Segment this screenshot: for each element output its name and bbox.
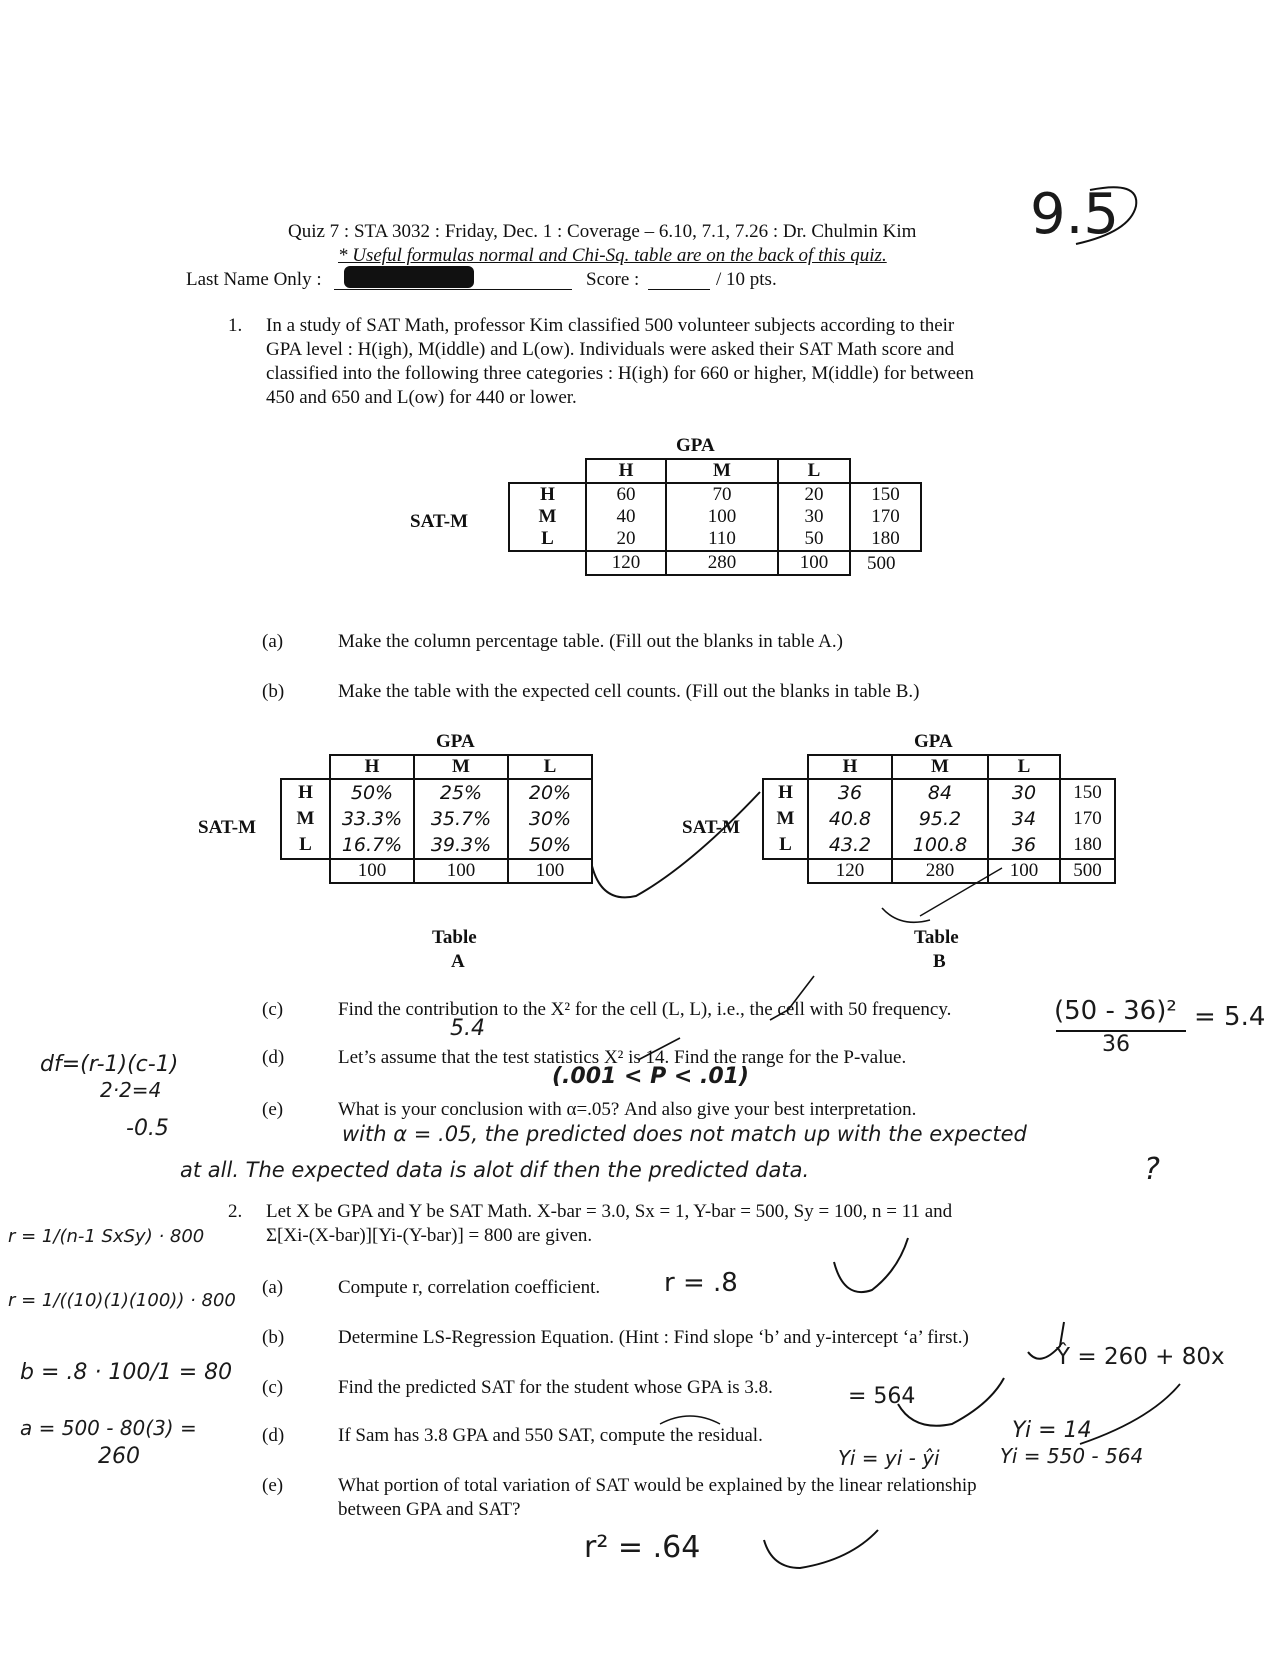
q2d-answer-formula: Yi = yi - ŷi [838,1446,940,1470]
q1a-label: (a) [262,631,284,652]
table-b-row-header: L [763,832,808,859]
main-cell: 60 [586,483,666,506]
q2e-label: (e) [262,1475,284,1496]
q2b-text: Determine LS-Regression Equation. (Hint : Find slope ‘b’ and y-intercept ‘a’ first.) [338,1327,969,1348]
table-b-cell: 40.8 [808,806,892,832]
table-b-col-header: M [892,755,988,779]
q2-work-intercept: a = 500 - 80(3) = [20,1416,197,1440]
table-a-cell: 50% [330,779,414,806]
table-b-col-total: 280 [892,859,988,883]
table-b-col-total: 120 [808,859,892,883]
main-cell: 100 [666,506,778,528]
table-a-caption-letter: A [451,951,465,972]
main-cell: 50 [778,528,850,551]
table-b-grand-total: 500 [1060,859,1115,883]
q2a-label: (a) [262,1277,284,1298]
main-table-col-title: GPA [676,435,715,456]
table-a-cell: 39.3% [414,832,508,859]
q2e-text-line2: between GPA and SAT? [338,1499,521,1520]
q2-line-1: Let X be GPA and Y be SAT Math. X-bar = 3.0, Sx = 1, Y-bar = 500, Sy = 100, n = 11 and [266,1201,953,1222]
q2e-answer: r² = .64 [584,1530,701,1565]
table-b-cell: 43.2 [808,832,892,859]
table-b-cell: 84 [892,779,988,806]
q1c-work-numerator: (50 - 36)² [1054,996,1177,1026]
table-a-row-header: L [281,832,330,859]
q1b-text: Make the table with the expected cell counts. (Fill out the blanks in table B.) [338,681,920,702]
checkmark-table-a [592,792,760,897]
main-row-header: L [509,528,586,551]
main-col-total: 120 [586,551,666,575]
table-a-row-title: SAT-M [198,817,257,838]
main-row-header: H [509,483,586,506]
table-a-cell: 30% [508,806,592,832]
table-b-caption: Table [914,927,959,948]
q2b-label: (b) [262,1327,285,1348]
q1-line-1: In a study of SAT Math, professor Kim classified 500 volunteer subjects according to their [266,315,955,336]
q2e-text-line1: What portion of total variation of SAT would be explained by the linear relationship [338,1475,977,1496]
main-cell: 40 [586,506,666,528]
name-underline [334,289,572,290]
q2-work-r-substitution: r = 1/((10)(1)(100)) · 800 [8,1290,236,1311]
q1b-label: (b) [262,681,285,702]
table-a-cell: 33.3% [330,806,414,832]
grade-handwritten: 9.5 [1030,182,1120,247]
table-a-row-header: H [281,779,330,806]
q1-line-3: classified into the following three categories : H(igh) for 660 or higher, M(iddle) for between [266,363,974,384]
table-a-col-total: 100 [414,859,508,883]
redacted-name [344,266,474,288]
table-a-cell: 35.7% [414,806,508,832]
q2d-answer-calc: Yi = 550 - 564 [1000,1444,1144,1468]
q2c-text: Find the predicted SAT for the student whose GPA is 3.8. [338,1377,773,1398]
table-b-row-total: 170 [1060,806,1115,832]
q1e-answer-line2: at all. The expected data is alot dif then the predicted data. [180,1158,810,1182]
table-a-row-header: M [281,806,330,832]
q2-number: 2. [228,1201,243,1222]
main-col-header: M [666,459,778,483]
table-a-col-title: GPA [436,731,475,752]
table-b-row-header: H [763,779,808,806]
checkmark-q2a [834,1238,908,1292]
q2a-text: Compute r, correlation coefficient. [338,1277,601,1298]
q2d-text: If Sam has 3.8 GPA and 550 SAT, compute the residual. [338,1425,763,1446]
table-a-col-header: L [508,755,592,779]
main-row-header: M [509,506,586,528]
q1e-answer-line1: with α = .05, the predicted does not match up with the expected [342,1122,1027,1146]
q2d-answer-value: Yi = 14 [1012,1418,1092,1443]
q2-line-2: Σ[Xi-(X-bar)][Yi-(Y-bar)] = 800 are given. [266,1225,593,1246]
formula-note: * Useful formulas normal and Chi-Sq. table are on the back of this quiz. [338,245,887,266]
q1c-work-denominator: 36 [1102,1032,1130,1057]
df-work-line1: df=(r-1)(c-1) [40,1052,179,1077]
main-cell: 110 [666,528,778,551]
q2c-label: (c) [262,1377,284,1398]
table-a-col-total: 100 [330,859,414,883]
score-total: / 10 pts. [716,269,777,290]
df-work-line2: 2·2=4 [100,1078,162,1102]
main-cell: 20 [778,483,850,506]
q1e-label: (e) [262,1099,284,1120]
main-row-total: 180 [850,528,921,551]
main-grand-total: 500 [867,552,896,574]
main-row-total: 150 [850,483,921,506]
q2-work-intercept-value: 260 [98,1444,140,1469]
table-a-cell: 50% [508,832,592,859]
q2c-answer: = 564 [848,1384,916,1409]
table-a-col-header: H [330,755,414,779]
main-row-total: 170 [850,506,921,528]
q2a-answer: r = .8 [664,1268,738,1298]
checkmark-table-b [882,908,930,922]
table-b-cell: 95.2 [892,806,988,832]
table-b-cell: 36 [808,779,892,806]
table-b-row-title: SAT-M [682,817,741,838]
checkmark-q2e [764,1530,878,1568]
q1e-deduction: -0.5 [126,1116,169,1141]
table-a-caption: Table [432,927,477,948]
main-col-total: 280 [666,551,778,575]
main-cell: 20 [586,528,666,551]
last-name-label: Last Name Only : [186,269,322,290]
q2b-answer: Ŷ = 260 + 80x [1056,1344,1225,1370]
q1c-text: Find the contribution to the X² for the cell (L, L), i.e., the cell with 50 frequency. [338,999,952,1020]
main-cell: 70 [666,483,778,506]
table-a-cell: 20% [508,779,592,806]
main-table-row-title: SAT-M [410,511,469,532]
main-col-header: L [778,459,850,483]
table-b-col-header: L [988,755,1060,779]
q1c-answer: 5.4 [450,1016,485,1041]
table-b-cell: 100.8 [892,832,988,859]
main-col-total: 100 [778,551,850,575]
table-b-cell: 30 [988,779,1060,806]
table-b-caption-letter: B [933,951,946,972]
table-a-cell: 25% [414,779,508,806]
table-b-cell: 36 [988,832,1060,859]
checkmark-q2d [1080,1384,1180,1444]
quiz-title: Quiz 7 : STA 3032 : Friday, Dec. 1 : Coverage – 6.10, 7.1, 7.26 : Dr. Chulmin Kim [288,221,917,242]
table-b-row-header: M [763,806,808,832]
table-a [280,754,593,884]
q1d-text: Let’s assume that the test statistics X² is 14. Find the range for the P-value. [338,1047,907,1068]
q2d-label: (d) [262,1425,285,1446]
table-b-row-total: 180 [1060,832,1115,859]
main-cell: 30 [778,506,850,528]
hat-mark-q2d [660,1416,720,1424]
q1-line-2: GPA level : H(igh), M(iddle) and L(ow). Individuals were asked their SAT Math score and [266,339,955,360]
main-table [508,458,922,576]
table-b-col-total: 100 [988,859,1060,883]
q1a-text: Make the column percentage table. (Fill out the blanks in table A.) [338,631,843,652]
table-b-col-title: GPA [914,731,953,752]
q1d-answer: (.001 < P < .01) [552,1064,749,1089]
q1c-work-result: = 5.4 [1194,1002,1266,1032]
table-b [762,754,1116,884]
score-label: Score : [586,269,640,290]
q1c-label: (c) [262,999,284,1020]
q2-work-slope: b = .8 · 100/1 = 80 [20,1360,233,1385]
q1-number: 1. [228,315,243,336]
score-blank [648,289,710,290]
table-a-cell: 16.7% [330,832,414,859]
q1d-label: (d) [262,1047,285,1068]
table-a-col-header: M [414,755,508,779]
q1e-text: What is your conclusion with α=.05? And also give your best interpretation. [338,1099,917,1120]
q1-line-4: 450 and 650 and L(ow) for 440 or lower. [266,387,577,408]
main-col-header: H [586,459,666,483]
q1e-query-mark: ? [1144,1152,1160,1187]
table-b-cell: 34 [988,806,1060,832]
table-b-row-total: 150 [1060,779,1115,806]
table-a-col-total: 100 [508,859,592,883]
table-b-col-header: H [808,755,892,779]
q2-work-r-formula: r = 1/(n-1 SxSy) · 800 [8,1226,205,1247]
